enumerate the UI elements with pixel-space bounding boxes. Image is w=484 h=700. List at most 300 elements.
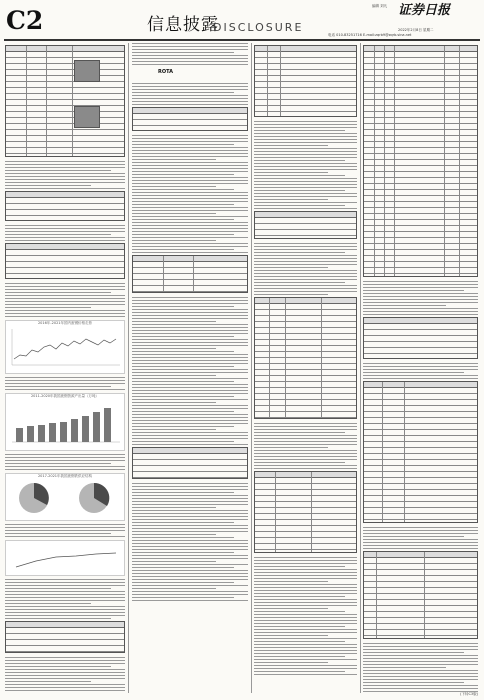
text-line xyxy=(132,537,234,538)
text-line xyxy=(254,608,328,609)
text-line xyxy=(254,644,357,645)
text-line xyxy=(254,626,345,627)
text-line xyxy=(254,629,357,630)
text-line xyxy=(254,602,357,603)
text-line xyxy=(254,653,357,654)
text-line xyxy=(132,390,248,391)
text-line xyxy=(254,169,357,170)
text-line xyxy=(5,466,125,467)
text-line xyxy=(5,188,125,189)
text-line xyxy=(5,228,125,229)
resource-output-chart xyxy=(5,393,125,451)
table-row xyxy=(6,210,124,216)
text-line xyxy=(132,393,248,394)
text-line xyxy=(363,655,478,656)
text-line xyxy=(254,632,357,633)
text-line xyxy=(132,210,248,211)
text-line xyxy=(254,462,345,463)
text-line xyxy=(132,246,248,247)
text-line xyxy=(132,414,248,415)
text-line xyxy=(132,510,248,511)
text-line xyxy=(254,291,357,292)
text-line xyxy=(254,270,357,271)
text-line xyxy=(132,55,248,56)
text-line xyxy=(132,83,248,84)
data-table xyxy=(132,255,248,293)
text-line xyxy=(132,89,248,90)
column-divider xyxy=(128,43,129,693)
text-line xyxy=(5,579,125,580)
text-line xyxy=(254,279,357,280)
text-line xyxy=(5,690,125,691)
text-line xyxy=(132,576,248,577)
text-line xyxy=(132,297,248,298)
text-line xyxy=(254,459,357,460)
text-line xyxy=(5,301,125,302)
text-line xyxy=(254,124,357,125)
text-line xyxy=(132,498,248,499)
text-line xyxy=(132,300,248,301)
trend-line xyxy=(16,553,116,567)
text-line xyxy=(5,527,125,528)
text-line xyxy=(5,597,125,598)
text-line xyxy=(132,92,234,93)
text-line xyxy=(132,492,234,493)
bar xyxy=(16,428,23,442)
text-line xyxy=(5,231,125,232)
text-line xyxy=(254,181,357,182)
text-line xyxy=(5,618,111,619)
text-line xyxy=(132,408,248,409)
text-line xyxy=(254,435,357,436)
text-line xyxy=(254,620,357,621)
text-line xyxy=(132,309,248,310)
text-line xyxy=(254,441,357,442)
text-line xyxy=(363,536,464,537)
text-line xyxy=(254,273,357,274)
text-line xyxy=(132,585,248,586)
data-table xyxy=(254,45,357,117)
text-line xyxy=(254,190,345,191)
text-line xyxy=(5,603,91,604)
text-line xyxy=(132,594,248,595)
text-line xyxy=(132,171,248,172)
bar xyxy=(82,416,89,442)
text-line xyxy=(132,201,248,202)
text-line xyxy=(254,255,357,256)
text-line xyxy=(363,664,478,665)
text-line xyxy=(132,156,248,157)
text-line xyxy=(5,684,125,685)
text-line xyxy=(5,283,125,284)
editor-credit: 编辑 刘凡 xyxy=(372,4,388,8)
text-line xyxy=(132,234,234,235)
column-3 xyxy=(254,43,357,693)
text-line xyxy=(132,423,248,424)
bar xyxy=(49,423,56,442)
text-line xyxy=(5,657,125,658)
text-line xyxy=(363,527,478,528)
text-line xyxy=(254,581,328,582)
chart-title: 2016年-2021年国内废钢价格走势 xyxy=(37,321,93,325)
text-line xyxy=(132,86,248,87)
disclosure-table xyxy=(363,381,478,523)
text-line xyxy=(5,594,125,595)
text-line xyxy=(132,573,248,574)
text-line xyxy=(363,670,478,671)
text-line xyxy=(132,174,234,175)
text-line xyxy=(254,590,357,591)
text-line xyxy=(254,584,357,585)
text-line xyxy=(363,539,478,540)
text-line xyxy=(132,432,248,433)
text-line xyxy=(132,384,248,385)
text-line xyxy=(254,154,357,155)
text-line xyxy=(254,465,357,466)
text-line xyxy=(254,148,357,149)
text-line xyxy=(363,643,478,644)
text-line xyxy=(363,688,478,689)
text-line xyxy=(132,159,216,160)
text-line xyxy=(254,163,357,164)
text-line xyxy=(254,151,357,152)
text-line xyxy=(254,656,345,657)
text-line xyxy=(254,432,345,433)
text-line xyxy=(5,588,111,589)
text-line xyxy=(363,673,478,674)
text-line xyxy=(5,681,91,682)
text-line xyxy=(5,463,111,464)
text-line xyxy=(132,225,248,226)
text-line xyxy=(5,530,125,531)
text-line xyxy=(132,177,248,178)
text-line xyxy=(254,674,357,675)
text-line xyxy=(5,675,125,676)
table-row xyxy=(364,348,477,354)
text-line xyxy=(363,369,478,370)
text-line xyxy=(5,454,125,455)
text-line xyxy=(254,193,357,194)
text-line xyxy=(254,133,357,134)
text-line xyxy=(132,231,248,232)
text-line xyxy=(254,127,357,128)
text-line xyxy=(254,447,328,448)
text-line xyxy=(363,299,478,300)
text-line xyxy=(363,685,478,686)
text-line xyxy=(132,198,248,199)
text-line xyxy=(363,652,464,653)
text-line xyxy=(254,641,345,642)
text-line xyxy=(132,237,248,238)
text-line xyxy=(5,606,125,607)
text-line xyxy=(254,282,345,283)
text-line xyxy=(132,564,248,565)
text-line xyxy=(132,528,248,529)
text-line xyxy=(5,298,125,299)
text-line xyxy=(132,321,216,322)
bar xyxy=(38,425,45,442)
text-line xyxy=(132,348,216,349)
text-line xyxy=(254,175,345,176)
column-4 xyxy=(363,43,478,693)
text-line xyxy=(132,522,234,523)
text-line xyxy=(5,295,125,296)
text-line xyxy=(132,570,248,571)
text-line xyxy=(132,101,248,102)
text-line xyxy=(132,306,234,307)
text-line xyxy=(132,207,248,208)
text-line xyxy=(132,228,248,229)
text-line xyxy=(132,333,248,334)
text-line xyxy=(254,617,357,618)
masthead-rule xyxy=(4,39,480,41)
data-table xyxy=(132,107,248,131)
text-line xyxy=(254,566,345,567)
text-line xyxy=(363,281,478,282)
text-line xyxy=(5,460,125,461)
text-line xyxy=(132,43,248,44)
text-line xyxy=(132,49,248,50)
text-line xyxy=(5,669,125,670)
text-line xyxy=(132,150,248,151)
text-line xyxy=(132,417,248,418)
text-line xyxy=(5,380,125,381)
text-line xyxy=(254,560,357,561)
text-line xyxy=(254,249,357,250)
text-line xyxy=(363,548,478,549)
text-line xyxy=(254,261,357,262)
text-line xyxy=(5,687,125,688)
data-table xyxy=(132,447,248,479)
text-line xyxy=(132,141,248,142)
text-line xyxy=(363,542,478,543)
text-line xyxy=(132,144,234,145)
text-line xyxy=(254,267,328,268)
text-line xyxy=(132,381,234,382)
text-line xyxy=(254,160,345,161)
text-line xyxy=(254,166,357,167)
price-trend-plot xyxy=(6,325,124,369)
bar xyxy=(60,422,67,442)
table-row xyxy=(133,286,247,292)
table-row xyxy=(364,514,477,520)
table-row xyxy=(133,120,247,126)
text-line xyxy=(132,339,248,340)
text-line xyxy=(132,486,248,487)
page-number: C2 xyxy=(6,6,44,35)
text-line xyxy=(254,563,357,564)
text-line xyxy=(132,531,248,532)
chart-title: 2011-2020年我国废钢资源产出量（万吨） xyxy=(30,394,100,398)
text-line xyxy=(5,389,125,390)
text-line xyxy=(5,524,125,525)
text-line xyxy=(132,435,248,436)
text-line xyxy=(5,457,125,458)
text-line xyxy=(132,549,248,550)
text-line xyxy=(363,363,478,364)
text-line xyxy=(5,533,111,534)
text-line xyxy=(5,167,125,168)
text-line xyxy=(132,444,248,445)
text-line xyxy=(132,567,234,568)
text-line xyxy=(132,507,216,508)
text-line xyxy=(254,252,345,253)
text-line xyxy=(254,276,357,277)
text-line xyxy=(254,184,357,185)
text-line xyxy=(5,585,125,586)
text-line xyxy=(132,441,234,442)
text-line xyxy=(132,61,248,62)
resource-output-plot xyxy=(6,398,124,446)
text-line xyxy=(132,204,234,205)
text-line xyxy=(132,312,248,313)
text-line xyxy=(132,540,248,541)
column-divider xyxy=(251,43,252,693)
text-line xyxy=(254,659,357,660)
section-title-en: DISCLOSURE xyxy=(213,21,304,34)
text-line xyxy=(132,135,248,136)
text-line xyxy=(132,495,248,496)
text-line xyxy=(132,378,248,379)
text-line xyxy=(363,375,478,376)
text-line xyxy=(5,609,125,610)
text-line xyxy=(5,237,125,238)
company-logo-block xyxy=(132,67,248,83)
text-line xyxy=(363,676,478,677)
text-line xyxy=(132,438,248,439)
text-line xyxy=(132,345,248,346)
bar xyxy=(93,412,100,442)
text-line xyxy=(5,536,125,537)
product-photo xyxy=(74,60,100,82)
text-line xyxy=(5,182,125,183)
disclosure-table xyxy=(254,471,357,553)
text-line xyxy=(254,647,357,648)
text-line xyxy=(5,307,91,308)
text-line xyxy=(132,104,248,105)
text-line xyxy=(363,308,478,309)
text-line xyxy=(132,213,216,214)
text-line xyxy=(132,372,248,373)
text-line xyxy=(132,363,248,364)
text-line xyxy=(363,305,446,306)
data-table xyxy=(254,211,357,239)
text-line xyxy=(5,660,125,661)
text-line xyxy=(132,558,248,559)
text-line xyxy=(5,225,125,226)
table-row xyxy=(6,148,124,154)
text-line xyxy=(363,290,464,291)
text-line xyxy=(132,588,216,589)
text-line xyxy=(132,399,248,400)
text-line xyxy=(132,426,234,427)
text-line xyxy=(363,293,478,294)
text-line xyxy=(132,516,248,517)
table-row xyxy=(364,630,477,636)
text-line xyxy=(5,185,91,186)
text-line xyxy=(132,342,248,343)
text-line xyxy=(363,296,478,297)
text-line xyxy=(363,372,464,373)
text-line xyxy=(5,292,111,293)
price-trend-line xyxy=(14,339,116,359)
text-line xyxy=(132,336,234,337)
text-line xyxy=(132,369,248,370)
text-line xyxy=(132,183,248,184)
text-line xyxy=(363,284,478,285)
text-line xyxy=(254,456,357,457)
text-line xyxy=(254,578,357,579)
text-line xyxy=(132,582,234,583)
text-line xyxy=(132,411,234,412)
text-line xyxy=(132,504,248,505)
text-line xyxy=(132,192,248,193)
text-line xyxy=(132,315,248,316)
text-line xyxy=(5,170,111,171)
text-line xyxy=(363,366,478,367)
text-line xyxy=(5,377,125,378)
text-line xyxy=(254,121,357,122)
text-line xyxy=(254,243,357,244)
text-line xyxy=(5,615,125,616)
text-line xyxy=(254,662,328,663)
text-line xyxy=(132,98,248,99)
table-row xyxy=(255,106,356,112)
text-line xyxy=(132,489,248,490)
text-line xyxy=(5,678,125,679)
table-row xyxy=(255,544,356,550)
text-line xyxy=(254,246,357,247)
continuation-note: (下转C3版) xyxy=(460,692,478,696)
text-line xyxy=(5,582,125,583)
table-row xyxy=(133,472,247,478)
text-line xyxy=(363,378,478,379)
bar xyxy=(104,408,111,442)
column-2 xyxy=(132,43,248,693)
text-line xyxy=(363,311,478,312)
text-line xyxy=(363,658,478,659)
text-line xyxy=(363,302,478,303)
text-line xyxy=(254,264,357,265)
text-line xyxy=(132,147,248,148)
issue-date: 2022年2月8日 星期二 xyxy=(398,28,434,32)
data-table xyxy=(5,243,125,279)
text-line xyxy=(132,351,234,352)
text-line xyxy=(254,623,357,624)
table-row xyxy=(364,268,477,274)
text-line xyxy=(5,161,125,162)
text-line xyxy=(132,153,248,154)
disclosure-table xyxy=(363,45,478,277)
text-line xyxy=(363,682,464,683)
text-line xyxy=(132,330,248,331)
text-line xyxy=(132,324,248,325)
text-line xyxy=(132,366,234,367)
text-line xyxy=(132,216,248,217)
disclosure-table xyxy=(254,297,357,419)
text-line xyxy=(5,666,111,667)
text-line xyxy=(254,423,357,424)
text-line xyxy=(254,172,328,173)
text-line xyxy=(363,661,478,662)
text-line xyxy=(5,234,111,235)
text-line xyxy=(363,287,478,288)
text-line xyxy=(254,438,357,439)
data-table xyxy=(5,191,125,221)
text-line xyxy=(254,429,357,430)
text-line xyxy=(5,386,111,387)
text-line xyxy=(254,668,357,669)
